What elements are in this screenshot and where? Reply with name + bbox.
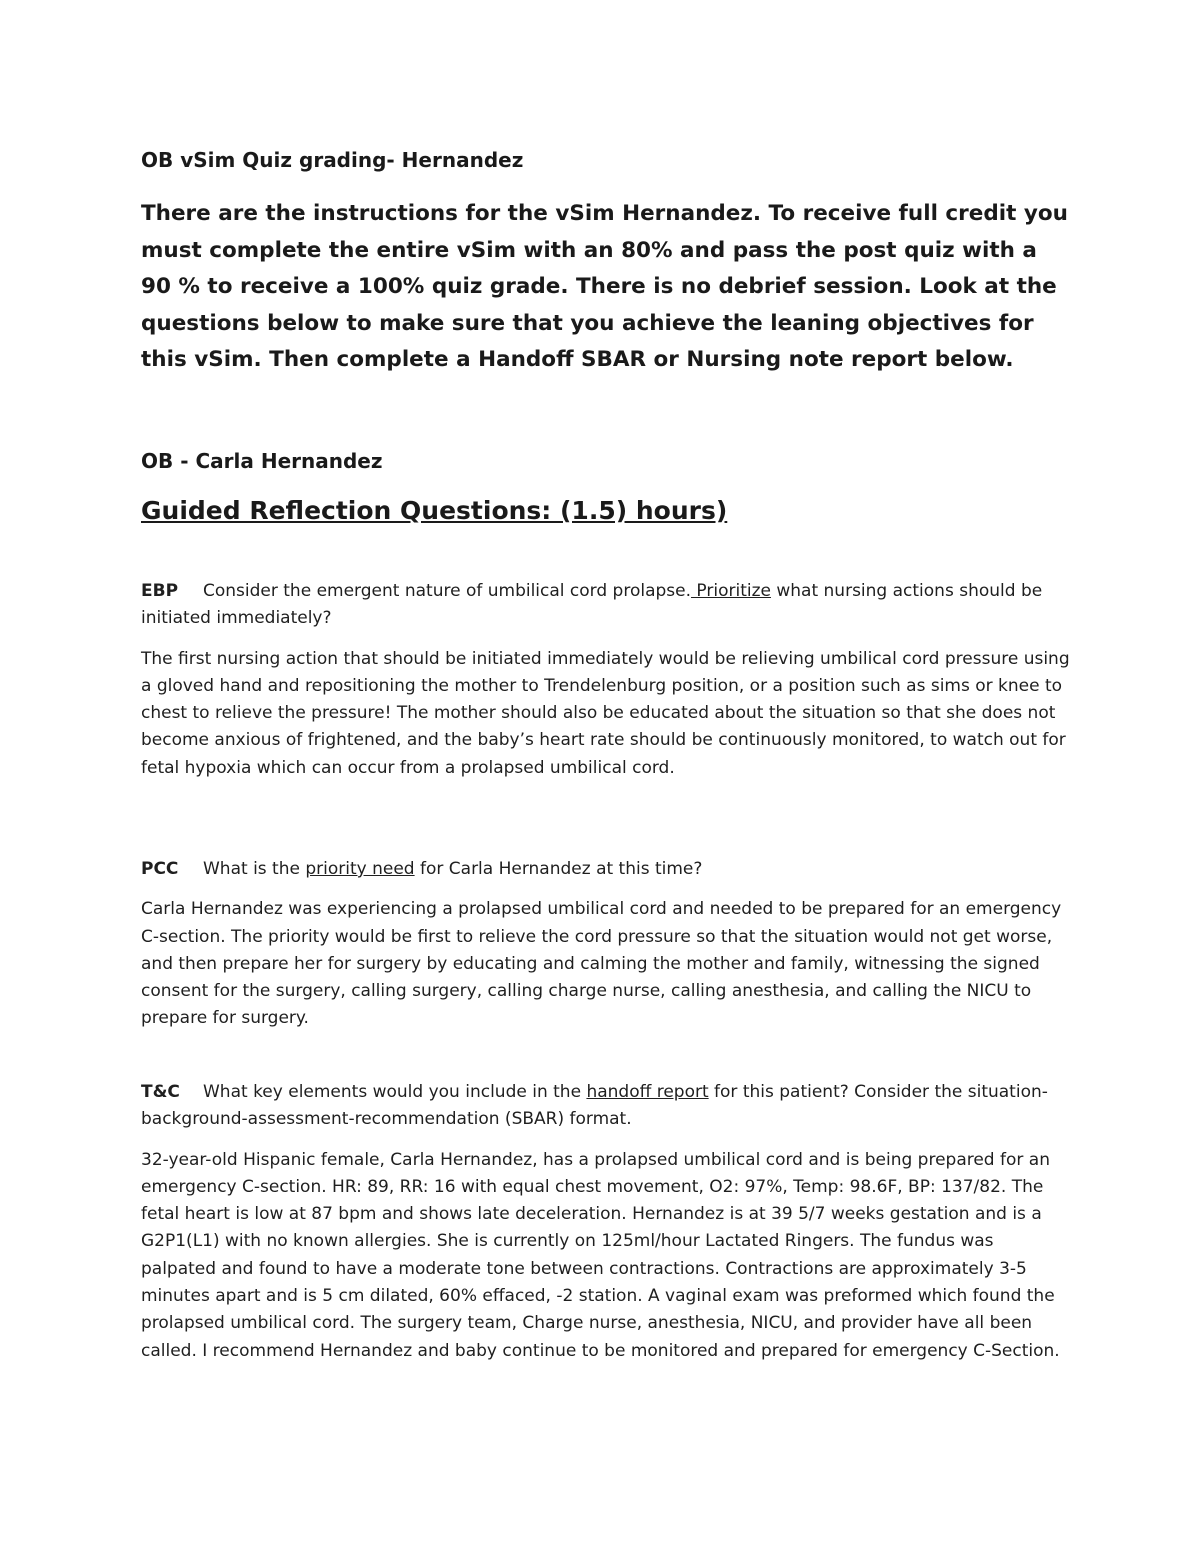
question-ebp xyxy=(141,578,1071,633)
answer-pcc: Carla Hernandez was experiencing a prolapsed umbilical cord and needed to be prepared for an emergency C-section. The priority would be first to relieve the cord pressure so that the situation would not get worse, and then prepare her for surgery by educating and calming the mother and family, witnessing the signed consent for the surgery, calling surgery, calling charge nurse, calling anesthesia, and calling the NICU to prepare for surgery. xyxy=(141,899,1062,1029)
question-text-ebp-cont: what nursing actions should be initiated immediately? xyxy=(141,581,1043,629)
question-underlined-pcc: priority need xyxy=(305,859,415,879)
answer-ebp: The first nursing action that should be initiated immediately would be relieving umbilical cord pressure using a gloved hand and repositioning the mother to Trendelenburg position, or a position such as sims or knee to chest to relieve the pressure! The mother should also be educated about the situation so that she does not become anxious of frightened, and the baby’s heart rate should be continuously monitored, to watch out for fetal hypoxia which can occur from a prolapsed umbilical cord. xyxy=(141,648,1070,778)
guided-reflection-heading: Guided Reflection Questions: (1.5) hours) xyxy=(141,496,728,525)
question-pcc xyxy=(141,856,1071,883)
instructions-paragraph: There are the instructions for the vSim Hernandez. To receive full credit you must complete the entire vSim with an 80% and pass the post quiz with a 90 % to receive a 100% quiz grade. There is no debrief session. Look at the questions below to make sure that you achieve the leaning objectives for this vSim. Then complete a Handoff SBAR or Nursing note report below. xyxy=(141,201,1068,372)
question-tag-tc: T&C xyxy=(141,1082,180,1102)
question-text-pcc-cont: for Carla Hernandez at this time? xyxy=(414,859,703,879)
question-tc xyxy=(141,1079,1071,1134)
question-block-tc xyxy=(141,1079,1071,1365)
answer-tc: 32-year-old Hispanic female, Carla Hernandez, has a prolapsed umbilical cord and is being prepared for an emergency C-section. HR: 89, RR: 16 with equal chest movement, O2: 97%, Temp: 98.6F, BP: 137/82. The fetal heart is low at 87 bpm and shows late deceleration. Hernandez is at 39 5/7 weeks gestation and is a G2P1(L1) with no known allergies. She is currently on 125ml/hour Lactated Ringers. The fundus was palpated and found to have a moderate tone between contractions. Contractions are approximately 3-5 minutes apart and is 5 cm dilated, 60% effaced, -2 station. A vaginal exam was preformed which found the prolapsed umbilical cord. The surgery team, Charge nurse, anesthesia, NICU, and provider have all been called. I recommend Hernandez and baby continue to be monitored and prepared for emergency C-Section. xyxy=(141,1149,1060,1361)
question-text-ebp: Consider the emergent nature of umbilical cord prolapse. xyxy=(203,581,692,601)
question-text-tc: What key elements would you include in the xyxy=(203,1082,587,1102)
question-block-ebp xyxy=(141,578,1071,782)
question-underlined-ebp: Prioritize xyxy=(691,581,771,601)
question-underlined-tc: handoff report xyxy=(586,1082,709,1102)
question-tag-pcc: PCC xyxy=(141,859,179,879)
question-tag-ebp: EBP xyxy=(141,581,179,601)
section-title: OB - Carla Hernandez xyxy=(141,449,383,473)
question-text-tc-cont: for this patient? Consider the situation-background-assessment-recommendation (SBAR) format. xyxy=(141,1082,1048,1130)
document-title: OB vSim Quiz grading- Hernandez xyxy=(141,148,524,172)
question-text-pcc: What is the xyxy=(203,859,306,879)
question-block-pcc xyxy=(141,856,1071,1033)
